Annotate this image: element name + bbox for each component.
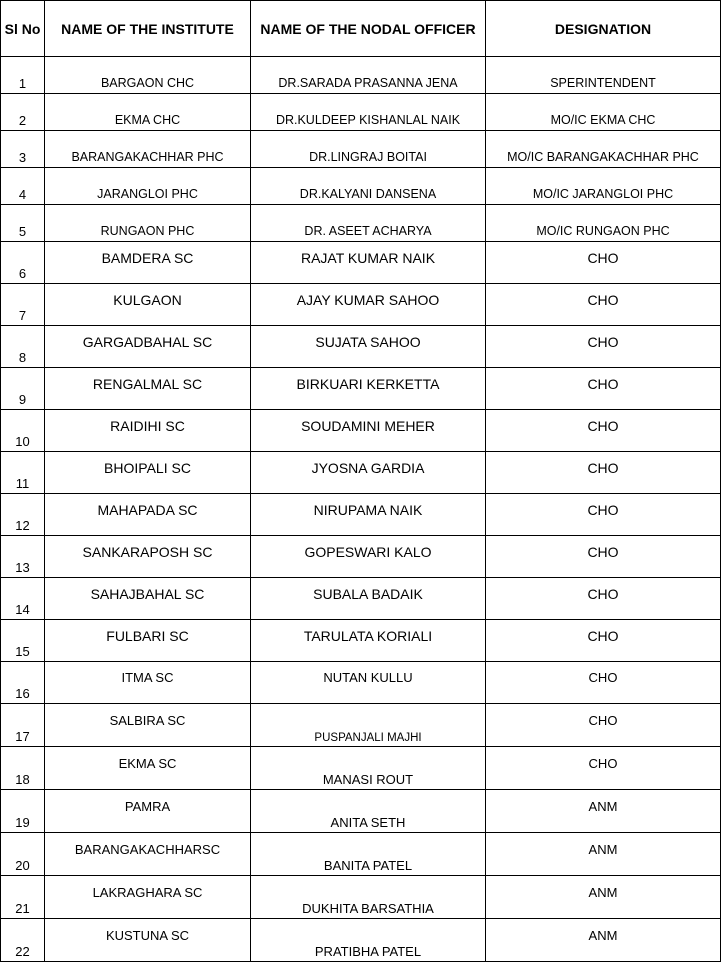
designation-cell: CHO (486, 368, 721, 410)
designation-cell: CHO (486, 578, 721, 620)
designation-cell: ANM (486, 833, 721, 876)
table-row (1, 494, 721, 536)
designation-cell: MO/IC JARANGLOI PHC (486, 168, 721, 205)
table-row (1, 876, 721, 919)
designation-cell: CHO (486, 494, 721, 536)
institute-cell: SANKARAPOSH SC (45, 536, 251, 578)
sl-no-cell: 22 (1, 919, 45, 962)
institute-cell: SAHAJBAHAL SC (45, 578, 251, 620)
designation-cell: CHO (486, 662, 721, 704)
institute-cell: KUSTUNA SC (45, 919, 251, 962)
officer-cell: DR. ASEET ACHARYA (251, 205, 486, 242)
officer-cell: NUTAN KULLU (251, 662, 486, 704)
institute-cell: BHOIPALI SC (45, 452, 251, 494)
designation-cell: CHO (486, 326, 721, 368)
designation-cell: CHO (486, 452, 721, 494)
table-row (1, 536, 721, 578)
table-row (1, 94, 721, 131)
officer-cell: TARULATA KORIALI (251, 620, 486, 662)
institute-cell: BARANGAKACHHAR PHC (45, 131, 251, 168)
table-row (1, 242, 721, 284)
sl-no-cell: 21 (1, 876, 45, 919)
header-institute: NAME OF THE INSTITUTE (45, 1, 251, 57)
sl-no-cell: 1 (1, 57, 45, 94)
table-row (1, 131, 721, 168)
institute-cell: RAIDIHI SC (45, 410, 251, 452)
institute-cell: LAKRAGHARA SC (45, 876, 251, 919)
designation-cell: ANM (486, 790, 721, 833)
sl-no-cell: 2 (1, 94, 45, 131)
officer-cell: AJAY KUMAR SAHOO (251, 284, 486, 326)
officer-cell: DR.SARADA PRASANNA JENA (251, 57, 486, 94)
officer-cell: BIRKUARI KERKETTA (251, 368, 486, 410)
designation-cell: CHO (486, 747, 721, 790)
table-row (1, 833, 721, 876)
designation-cell: CHO (486, 284, 721, 326)
sl-no-cell: 10 (1, 410, 45, 452)
header-designation: DESIGNATION (486, 1, 721, 57)
designation-cell: CHO (486, 410, 721, 452)
institute-cell: GARGADBAHAL SC (45, 326, 251, 368)
header-nodal-officer: NAME OF THE NODAL OFFICER (251, 1, 486, 57)
institute-cell: KULGAON (45, 284, 251, 326)
designation-cell: SPERINTENDENT (486, 57, 721, 94)
designation-cell: MO/IC RUNGAON PHC (486, 205, 721, 242)
officer-cell: DR.KULDEEP KISHANLAL NAIK (251, 94, 486, 131)
table-row (1, 704, 721, 747)
officer-cell: MANASI ROUT (251, 747, 486, 790)
institute-cell: PAMRA (45, 790, 251, 833)
sl-no-cell: 18 (1, 747, 45, 790)
officer-cell: DR.LINGRAJ BOITAI (251, 131, 486, 168)
sl-no-cell: 16 (1, 662, 45, 704)
sl-no-cell: 19 (1, 790, 45, 833)
institute-cell: FULBARI SC (45, 620, 251, 662)
table-row (1, 919, 721, 962)
designation-cell: CHO (486, 536, 721, 578)
table-row (1, 578, 721, 620)
institute-cell: BAMDERA SC (45, 242, 251, 284)
sl-no-cell: 7 (1, 284, 45, 326)
officer-cell: JYOSNA GARDIA (251, 452, 486, 494)
institute-cell: ITMA SC (45, 662, 251, 704)
officer-cell: ANITA SETH (251, 790, 486, 833)
designation-cell: CHO (486, 242, 721, 284)
sl-no-cell: 8 (1, 326, 45, 368)
institute-cell: MAHAPADA SC (45, 494, 251, 536)
sl-no-cell: 11 (1, 452, 45, 494)
institute-cell: RENGALMAL SC (45, 368, 251, 410)
table-row (1, 790, 721, 833)
officer-cell: BANITA PATEL (251, 833, 486, 876)
institute-cell: EKMA CHC (45, 94, 251, 131)
designation-cell: MO/IC EKMA CHC (486, 94, 721, 131)
sl-no-cell: 14 (1, 578, 45, 620)
designation-cell: CHO (486, 620, 721, 662)
table-row (1, 284, 721, 326)
header-sl-no: Sl No (1, 1, 45, 57)
table-row (1, 326, 721, 368)
officer-cell: SOUDAMINI MEHER (251, 410, 486, 452)
sl-no-cell: 20 (1, 833, 45, 876)
officer-cell: DUKHITA BARSATHIA (251, 876, 486, 919)
table-row (1, 452, 721, 494)
sl-no-cell: 12 (1, 494, 45, 536)
officer-cell: GOPESWARI KALO (251, 536, 486, 578)
officer-cell: PRATIBHA PATEL (251, 919, 486, 962)
institute-cell: SALBIRA SC (45, 704, 251, 747)
designation-cell: CHO (486, 704, 721, 747)
sl-no-cell: 9 (1, 368, 45, 410)
officer-cell: PUSPANJALI MAJHI (251, 704, 486, 747)
officer-cell: SUBALA BADAIK (251, 578, 486, 620)
institute-cell: JARANGLOI PHC (45, 168, 251, 205)
officer-cell: DR.KALYANI DANSENA (251, 168, 486, 205)
table-row (1, 168, 721, 205)
institute-cell: RUNGAON PHC (45, 205, 251, 242)
sl-no-cell: 5 (1, 205, 45, 242)
table-row (1, 410, 721, 452)
designation-cell: ANM (486, 876, 721, 919)
table-row (1, 205, 721, 242)
table-row (1, 620, 721, 662)
institute-cell: BARANGAKACHHARSC (45, 833, 251, 876)
designation-cell: ANM (486, 919, 721, 962)
header-row (1, 1, 721, 57)
institute-cell: EKMA SC (45, 747, 251, 790)
sl-no-cell: 15 (1, 620, 45, 662)
officer-cell: RAJAT KUMAR NAIK (251, 242, 486, 284)
officer-cell: SUJATA SAHOO (251, 326, 486, 368)
sl-no-cell: 3 (1, 131, 45, 168)
sl-no-cell: 6 (1, 242, 45, 284)
sl-no-cell: 13 (1, 536, 45, 578)
table-row (1, 747, 721, 790)
institute-cell: BARGAON CHC (45, 57, 251, 94)
table-row (1, 662, 721, 704)
designation-cell: MO/IC BARANGAKACHHAR PHC (486, 131, 721, 168)
sl-no-cell: 4 (1, 168, 45, 205)
officer-cell: NIRUPAMA NAIK (251, 494, 486, 536)
table-row (1, 368, 721, 410)
sl-no-cell: 17 (1, 704, 45, 747)
table-row (1, 57, 721, 94)
